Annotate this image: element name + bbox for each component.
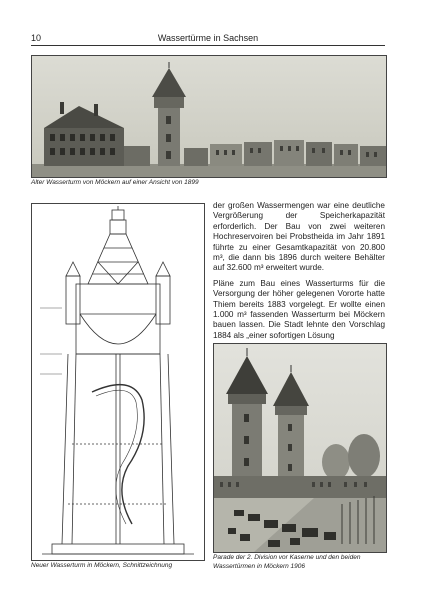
tower-section-drawing <box>31 203 205 561</box>
drawing-caption: Neuer Wasserturm in Möckern, Schnittzeichnung <box>31 562 173 569</box>
page-header <box>31 33 385 45</box>
parade-photo-1906 <box>213 343 387 553</box>
historic-photo-1899 <box>31 55 387 178</box>
running-title: Wassertürme in Sachsen <box>157 33 259 43</box>
body-paragraph: Pläne zum Bau eines Wasserturms für die Versorgung der höher gelegenen Vororte hatte Thiem bereits 1883 vorgelegt. Er wollte einen 1.000 m³ fassenden Wasserturm bei Möckern bauen lassen. Die Stadt lehnte den Vorschlag 1884 als „einer sofortigen Lösung <box>213 278 385 340</box>
body-paragraph: der großen Wassermengen war eine deutliche Vergrößerung der Speicherkapazität erforderlich. Der Bau von zwei weiteren Hochreservoiren bei Probstheida im Jahr 1891 führte zu einer Gesamtkapazität von 20.800 m³, die dann bis 1896 durch weitere Behälter auf 32.600 m³ erweitert wurde. <box>213 201 385 273</box>
photo-caption-right: Parade der 2. Division vor Kaserne und den beiden Wassertürmen in Möckern 1906 <box>213 554 361 570</box>
photo-caption-top: Alter Wasserturm von Möckern auf einer Ansicht von 1899 <box>31 179 199 186</box>
body-text <box>213 201 385 346</box>
page-number: 10 <box>31 33 42 43</box>
header-rule <box>31 45 385 46</box>
